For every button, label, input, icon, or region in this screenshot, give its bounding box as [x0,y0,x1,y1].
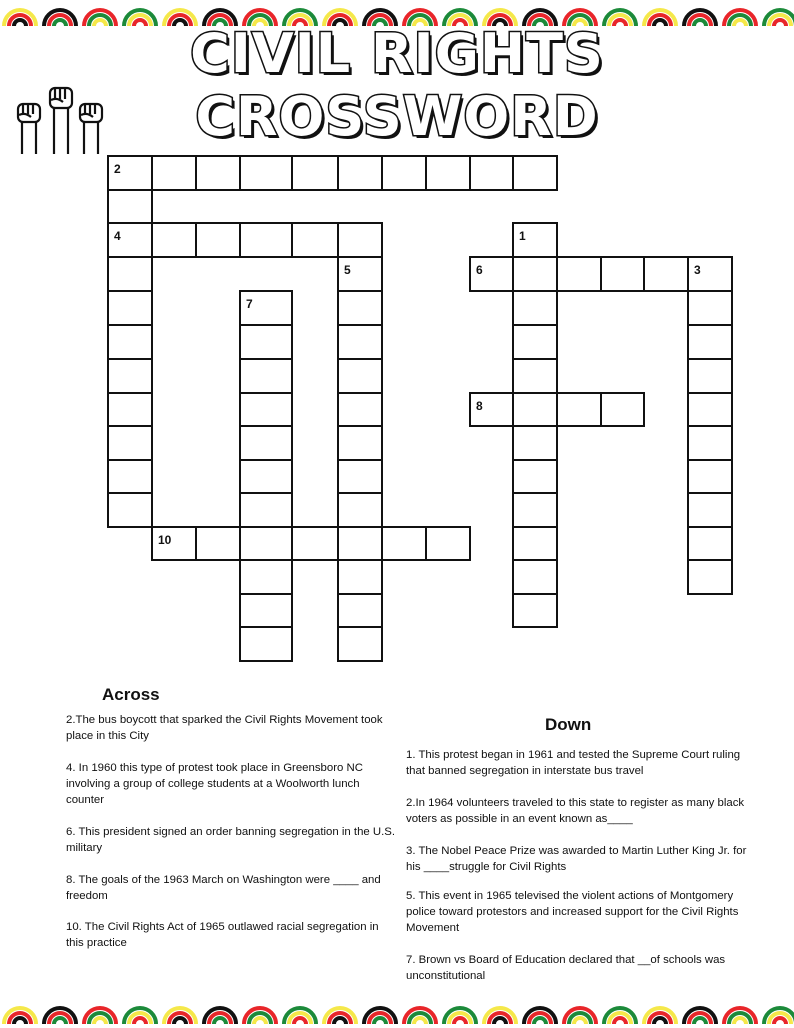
clue-number-10: 10 [158,533,172,547]
grid-cell[interactable] [687,492,733,528]
grid-cell[interactable] [239,392,293,427]
grid-cell[interactable] [512,222,558,258]
across-clue-2: 2.The bus boycott that sparked the Civil Rights Movement took place in this City [66,714,383,742]
grid-cell[interactable] [469,155,514,191]
grid-cell[interactable] [239,492,293,528]
grid-cell[interactable] [107,155,153,191]
grid-cell[interactable] [239,626,293,662]
grid-cell[interactable] [512,425,558,461]
grid-cell[interactable] [687,358,733,394]
grid-cell[interactable] [687,526,733,561]
grid-cell[interactable] [291,155,339,191]
bottom-border-arch [4,1008,36,1024]
grid-cell[interactable] [512,324,558,360]
bottom-rainbow-border [0,998,794,1026]
grid-cell[interactable] [239,290,293,326]
clue-number-1: 1 [519,229,526,243]
grid-cell[interactable] [381,526,427,561]
down-clue-5: 5. This event in 1965 televised the violent actions of Montgomery police toward protestors and increased support for the Civil Rights Movement [406,890,739,934]
grid-cell[interactable] [107,425,153,461]
grid-cell[interactable] [643,256,689,292]
bottom-border-arch [484,1008,516,1024]
grid-cell[interactable] [239,425,293,461]
grid-cell[interactable] [687,392,733,427]
grid-cell[interactable] [512,593,558,628]
grid-cell[interactable] [687,559,733,595]
bottom-border-arch [244,1008,276,1024]
clue-number-7: 7 [246,297,253,311]
grid-cell[interactable] [337,559,383,595]
grid-cell[interactable] [239,526,293,561]
grid-cell[interactable] [107,492,153,528]
grid-cell[interactable] [337,492,383,528]
down-clue-2: 2.In 1964 volunteers traveled to this state to register as many black voters as possible in an event known as____ [406,797,745,825]
bottom-border-arch [724,1008,756,1024]
grid-cell[interactable] [512,358,558,394]
bottom-border-arch [524,1008,556,1024]
grid-cell[interactable] [512,392,558,427]
raised-fists-icon [14,84,106,156]
grid-cell[interactable] [512,492,558,528]
bottom-border-arch [604,1008,636,1024]
grid-cell[interactable] [512,155,558,191]
grid-cell[interactable] [381,155,427,191]
down-heading: Down [545,715,592,734]
grid-cell[interactable] [151,155,197,191]
bottom-border-arch [204,1008,236,1024]
grid-cell[interactable] [512,256,558,292]
grid-cell[interactable] [337,626,383,662]
grid-cell[interactable] [337,392,383,427]
grid-cell[interactable] [425,155,471,191]
down-clue-3: 3. The Nobel Peace Prize was awarded to Martin Luther King Jr. for his ____struggle for Civil Rights [406,845,747,873]
grid-cell[interactable] [687,256,733,292]
down-clue-1: 1. This protest began in 1961 and tested the Supreme Court ruling that banned segregation in interstate bus travel [406,749,741,777]
grid-cell[interactable] [512,459,558,494]
bottom-border-arch [444,1008,476,1024]
grid-cell[interactable] [239,324,293,360]
grid-cell[interactable] [107,222,153,258]
grid-cell[interactable] [107,324,153,360]
grid-cell[interactable] [337,155,383,191]
clue-number-2: 2 [114,162,121,176]
grid-cell[interactable] [600,392,645,427]
grid-cell[interactable] [337,290,383,326]
grid-cell[interactable] [107,459,153,494]
grid-cell[interactable] [687,459,733,494]
grid-cell[interactable] [107,189,153,224]
grid-cell[interactable] [107,358,153,394]
grid-cell[interactable] [239,155,293,191]
page-title: CIVIL RIGHTS CROSSWORD [190,22,604,148]
grid-cell[interactable] [512,526,558,561]
clue-number-6: 6 [476,263,483,277]
grid-cell[interactable] [337,459,383,494]
across-clue-8: 8. The goals of the 1963 March on Washington were ____ and freedom [66,874,381,902]
grid-cell[interactable] [337,222,383,258]
grid-cell[interactable] [239,222,293,258]
grid-cell[interactable] [239,358,293,394]
across-clue-6: 6. This president signed an order banning segregation in the U.S. military [66,826,396,854]
grid-cell[interactable] [151,526,197,561]
grid-cell[interactable] [195,222,241,258]
grid-cell[interactable] [337,425,383,461]
bottom-border-arch [324,1008,356,1024]
grid-cell[interactable] [239,593,293,628]
grid-cell[interactable] [337,256,383,292]
grid-cell[interactable] [425,526,471,561]
clue-number-4: 4 [114,229,121,243]
across-heading: Across [102,685,160,704]
grid-cell[interactable] [469,256,514,292]
grid-cell[interactable] [337,358,383,394]
bottom-border-arch [124,1008,156,1024]
bottom-border-arch [284,1008,316,1024]
bottom-border-arch [364,1008,396,1024]
grid-cell[interactable] [556,256,602,292]
bottom-border-arch [644,1008,676,1024]
grid-cell[interactable] [291,526,339,561]
grid-cell[interactable] [239,459,293,494]
clue-number-5: 5 [344,263,351,277]
grid-cell[interactable] [556,392,602,427]
grid-cell[interactable] [337,526,383,561]
grid-cell[interactable] [107,392,153,427]
grid-cell[interactable] [151,222,197,258]
grid-cell[interactable] [512,290,558,326]
bottom-border-arch [44,1008,76,1024]
bottom-border-arch [84,1008,116,1024]
grid-cell[interactable] [291,222,339,258]
bottom-border-arch [164,1008,196,1024]
grid-cell[interactable] [687,290,733,326]
grid-cell[interactable] [600,256,645,292]
grid-cell[interactable] [337,593,383,628]
clue-number-3: 3 [694,263,701,277]
across-clue-4: 4. In 1960 this type of protest took place in Greensboro NC involving a group of college students at a Woolworth lunch counter [66,762,363,806]
bottom-border-arch [564,1008,596,1024]
grid-cell[interactable] [195,155,241,191]
bottom-border-arch [684,1008,716,1024]
grid-cell[interactable] [469,392,514,427]
grid-cell[interactable] [687,324,733,360]
grid-cell[interactable] [239,559,293,595]
grid-cell[interactable] [107,290,153,326]
clue-number-8: 8 [476,399,483,413]
across-clue-10: 10. The Civil Rights Act of 1965 outlawed racial segregation in this practice [66,921,379,949]
down-clue-7: 7. Brown vs Board of Education declared that __of schools was unconstitutional [406,954,726,982]
grid-cell[interactable] [195,526,241,561]
bottom-border-arch [404,1008,436,1024]
grid-cell[interactable] [512,559,558,595]
grid-cell[interactable] [687,425,733,461]
bottom-border-arch [764,1008,794,1024]
grid-cell[interactable] [337,324,383,360]
grid-cell[interactable] [107,256,153,292]
